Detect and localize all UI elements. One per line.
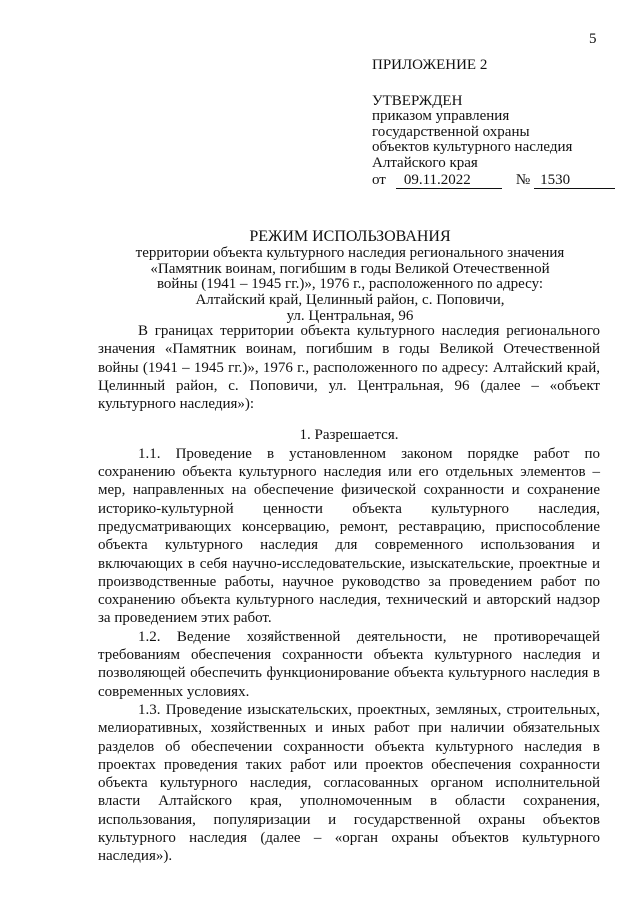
order-number: 1530	[534, 173, 615, 190]
order-reference	[372, 173, 622, 190]
document-title: РЕЖИМ ИСПОЛЬЗОВАНИЯ	[249, 228, 451, 245]
page-number: 5	[589, 31, 597, 47]
item-1-2: 1.2. Ведение хозяйственной деятельности, не противоречащей требованиям обеспечения сохранности объекта культурного наследия и позволяющей обеспечить функционирование объекта культурного наследия в современных условиях.	[98, 628, 600, 700]
title-line-5: ул. Центральная, 96	[286, 307, 414, 324]
item-1-3: 1.3. Проведение изыскательских, проектных, земляных, строительных, мелиоративных, хозяйственных и иных работ при наличии обязательных разделов об обеспечении сохранности объекта культурного наследия в проектах проведения таких работ или проектов обеспечения сохранности объекта культурного наследия, согласованных органом исполнительной власти Алтайского края, уполномоченным в области сохранения, использования, популяризации и государственной охраны объектов культурного наследия (далее – «орган охраны объектов культурного наследия»).	[98, 701, 600, 865]
from-label: от	[372, 171, 386, 188]
order-date: 09.11.2022	[396, 173, 502, 190]
section-heading: 1. Разрешается.	[299, 427, 399, 444]
approval-line-3: объектов культурного наследия	[372, 139, 573, 156]
title-line-2: «Памятник воинам, погибшим в годы Великой Отечественной	[150, 260, 550, 277]
appendix-label: ПРИЛОЖЕНИЕ 2	[372, 57, 488, 73]
item-1-1: 1.1. Проведение в установленном законом порядке работ по сохранению объекта культурного наследия или его отдельных элементов – мер, направленных на обеспечение физической сохранности и сохранение историко-культурной ценности объекта культурного наследия, предусматривающих консервацию, ремонт, реставрацию, приспособление объекта культурного наследия для современного использования и включающих в себя научно-исследовательские, изыскательские, проектные и производственные работы, научное руководство за проведением работ по сохранению объекта культурного наследия, технический и авторский надзор за проведением этих работ.	[98, 445, 600, 627]
number-sign: №	[515, 171, 531, 188]
intro-paragraph: В границах территории объекта культурного наследия регионального значения «Памятник воинам, погибшим в годы Великой Отечественной войны (1941 – 1945 гг.)», 1976 г., расположенного по адресу: Алтайский край, Целинный район, с. Поповичи, ул. Центральная, 96 (далее – «объект культурного наследия»):	[98, 323, 600, 413]
approval-line-1: приказом управления	[372, 108, 510, 125]
title-line-3: войны (1941 – 1945 гг.)», 1976 г., расположенного по адресу:	[156, 276, 544, 293]
approval-block	[372, 58, 622, 189]
document-body	[98, 322, 600, 866]
title-line-4: Алтайский край, Целинный район, с. Поповичи,	[195, 292, 505, 309]
approval-line-4: Алтайского края	[372, 154, 478, 171]
approval-line-2: государственной охраны	[372, 123, 530, 140]
title-line-1: территории объекта культурного наследия регионального значения	[135, 245, 565, 261]
title-block	[90, 228, 610, 325]
approved-label: УТВЕРЖДЕН	[372, 92, 463, 109]
